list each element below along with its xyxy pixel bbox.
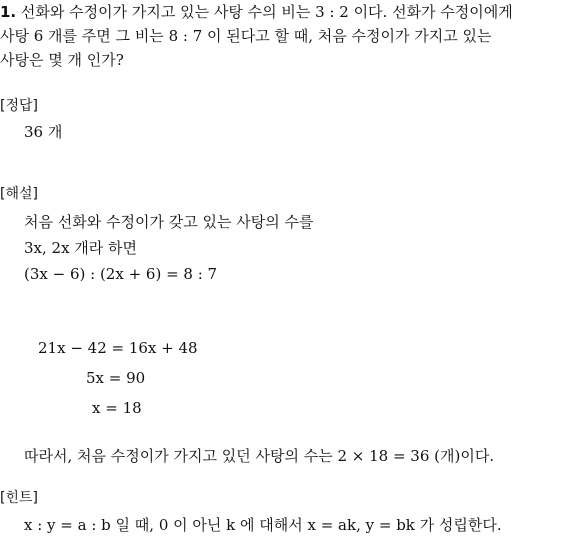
problem-line-2: 사탕 6 개를 주면 그 비는 8 : 7 이 된다고 할 때, 처음 수정이가 가지고 있는 [0,27,492,45]
problem-line-3: 사탕은 몇 개 인가? [0,51,124,69]
problem-line-1 [0,2,513,22]
solution-heading: [해설] [0,186,38,202]
solution-line-3: (3x − 6) : (2x + 6) = 8 : 7 [24,265,218,283]
equation-1: 21x − 42 = 16x + 48 [38,339,198,357]
answer-heading: [정답] [0,98,38,114]
problem-text-1: 선화와 수정이가 가지고 있는 사탕 수의 비는 3 : 2 이다. 선화가 수정이에게 [20,3,513,21]
solution-line-1: 처음 선화와 수정이가 갖고 있는 사탕의 수를 [24,213,314,231]
solution-line-2: 3x, 2x 개라 하면 [24,239,138,257]
answer-value: 36 개 [24,123,63,141]
hint-heading: [힌트] [0,490,38,506]
equation-3: x = 18 [92,399,142,417]
solution-conclusion: 따라서, 처음 수정이가 가지고 있던 사탕의 수는 2 × 18 = 36 (개)이다. [24,447,495,465]
problem-number: 1. [0,3,17,21]
equation-2: 5x = 90 [86,369,146,387]
hint-text: x : y = a : b 일 때, 0 이 아닌 k 에 대해서 x = ak, y = bk 가 성립한다. [24,516,502,534]
